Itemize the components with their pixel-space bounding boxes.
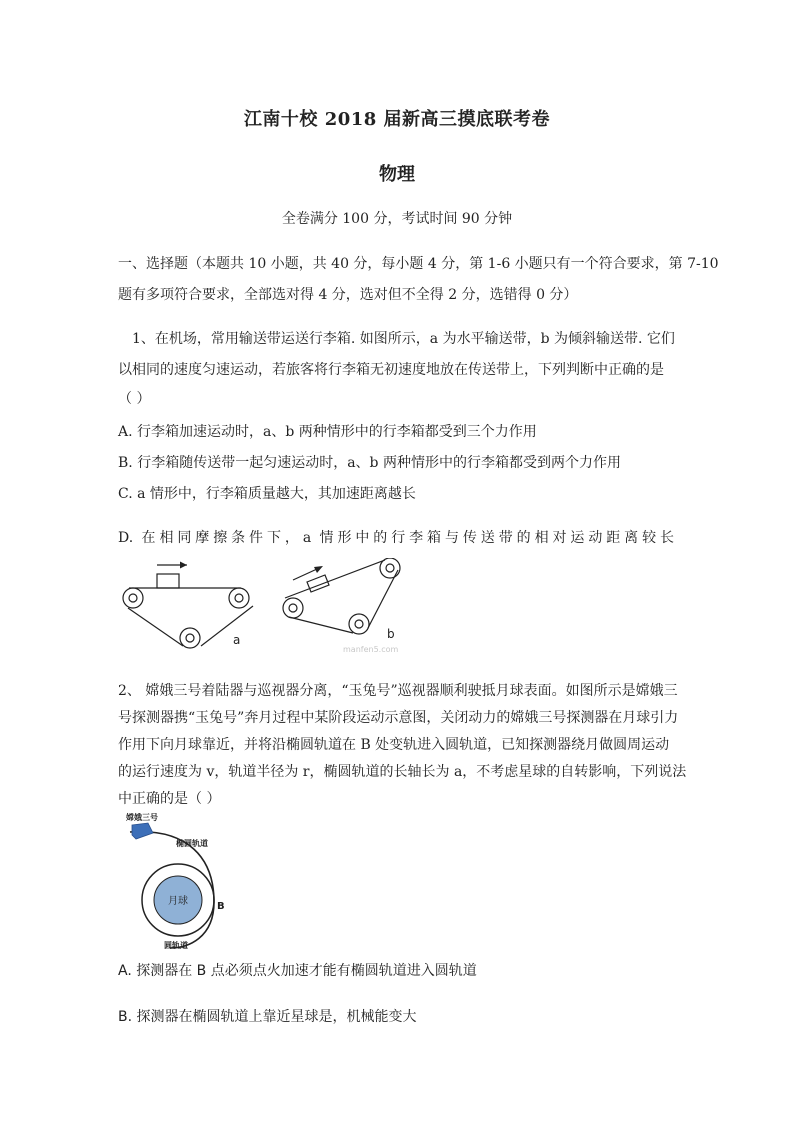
q2-stem-line-2: 号探测器携“玉兔号”奔月过程中某阶段运动示意图，关闭动力的嫦娥三号探测器在月球引力	[118, 710, 679, 726]
q2-stem-line-3: 作用下向月球靠近，并将沿椭圆轨道在 B 处变轨进入圆轨道，已知探测器绕月做圆周运动	[118, 737, 670, 753]
q1-option-c: C. a 情形中，行李箱质量越大，其加速距离越长	[118, 486, 416, 502]
q1-option-d: D. 在相同摩擦条件下，a 情形中的行李箱与传送带的相对运动距离较长	[118, 530, 674, 546]
exam-info: 全卷满分 100 分，考试时间 90 分钟	[281, 211, 513, 227]
q1-stem-line-3: （ ）	[118, 391, 151, 407]
q2-stem-line-1: 2、 嫦娥三号着陆器与巡视器分离，“玉兔号”巡视器顺利驶抵月球表面。如图所示是嫦娥三	[118, 683, 678, 699]
belt-b-diagram	[283, 558, 400, 634]
lunar-orbit-figure	[118, 808, 248, 953]
q1-option-a: A. 行李箱加速运动时，a、b 两种情形中的行李箱都受到三个力作用	[118, 424, 537, 440]
circular-orbit-label: 圆轨道	[164, 941, 188, 950]
watermark: manfen5.com	[343, 645, 399, 654]
probe-icon	[132, 823, 153, 839]
q1-stem-line-2: 以相同的速度匀速运动，若旅客将行李箱无初速度地放在传送带上，下列判断中正确的是	[118, 362, 664, 378]
section-intro-line-1: 一、选择题（本题共 10 小题，共 40 分，每小题 4 分，第 1-6 小题只有一个符合要求，第 7-10	[118, 256, 719, 272]
probe-label: 嫦娥三号	[126, 813, 158, 822]
q1-stem-line-1: 1、在机场，常用输送带运送行李箱. 如图所示，a 为水平输送带，b 为倾斜输送带. 它们	[132, 331, 675, 347]
conveyor-figure	[115, 558, 415, 658]
q2-stem-line-5: 中正确的是（ ）	[118, 791, 221, 807]
ellipse-orbit-label: 椭圆轨道	[176, 839, 208, 848]
section-intro-line-2: 题有多项符合要求，全部选对得 4 分，选对但不全得 2 分，选错得 0 分）	[118, 287, 578, 303]
point-b-label: B	[217, 901, 225, 912]
figure-label-a: a	[233, 633, 241, 647]
q1-option-b: B. 行李箱随传送带一起匀速运动时，a、b 两种情形中的行李箱都受到两个力作用	[118, 455, 621, 471]
q2-option-b: B. 探测器在椭圆轨道上靠近星球是，机械能变大	[118, 1009, 417, 1025]
figure-label-b: b	[387, 627, 395, 641]
moon-label: 月球	[168, 896, 188, 907]
subject-title: 物理	[379, 164, 415, 185]
exam-title: 江南十校 2018 届新高三摸底联考卷	[243, 109, 551, 130]
q2-option-a: A. 探测器在 B 点必须点火加速才能有椭圆轨道进入圆轨道	[118, 963, 477, 979]
q2-stem-line-4: 的运行速度为 v，轨道半径为 r，椭圆轨道的长轴长为 a，不考虑星球的自转影响，下列说法	[118, 764, 687, 780]
